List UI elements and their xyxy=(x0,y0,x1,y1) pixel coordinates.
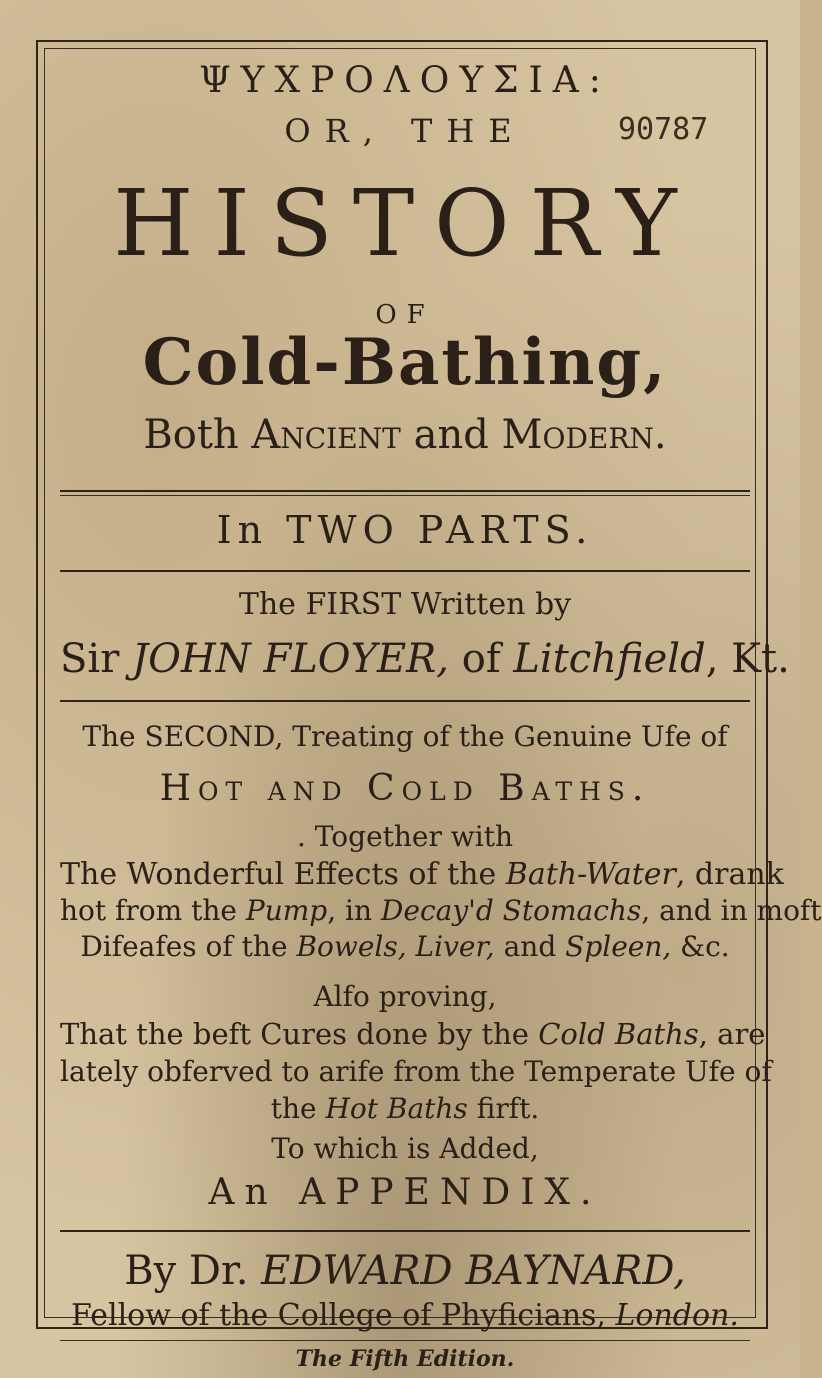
divider-rule xyxy=(60,1230,750,1232)
by-author-line: By Dr. EDWARD BAYNARD, xyxy=(124,1248,686,1294)
fellow-line: Fellow of the College of Phyficians, London. xyxy=(71,1298,739,1333)
both-ancient-modern: Both Ancient and Modern. xyxy=(143,412,667,458)
hot-from-pump-line: hot from the Pump, in Decay'd Stomachs, and in moft xyxy=(60,894,822,927)
divider-rule xyxy=(60,570,750,572)
divider-rule xyxy=(60,490,750,492)
wonderful-effects-line: The Wonderful Effects of the Bath-Water, drank xyxy=(60,857,784,892)
imprint-block xyxy=(60,1346,750,1376)
hot-cold-baths: Hot and Cold Baths. xyxy=(159,768,651,809)
in-two-parts: In TWO PARTS. xyxy=(216,508,594,552)
author-line: Sir JOHN FLOYER, of Litchfield, Kt. xyxy=(60,636,790,682)
divider-rule xyxy=(60,1340,750,1341)
first-part-line: The FIRST Written by xyxy=(238,587,572,622)
divider-rule xyxy=(60,700,750,702)
title-of: OF xyxy=(375,300,435,330)
lately-observed-line: lately obferved to arife from the Temperate Ufe of xyxy=(60,1055,772,1088)
hot-baths-first-line: the Hot Baths firft. xyxy=(270,1092,540,1125)
best-cures-line: That the beft Cures done by the Cold Baths, are xyxy=(60,1017,766,1051)
subtitle-or-the: OR, THE xyxy=(284,112,526,150)
catalog-number: 90787 xyxy=(618,112,709,147)
to-which-is-added: To which is Added, xyxy=(271,1132,539,1165)
subject-title: Cold-Bathing, xyxy=(142,325,668,400)
greek-title: ΨΥΧΡΟΛΟΥΣΙΑ: xyxy=(199,60,611,101)
together-with: . Together with xyxy=(296,820,513,853)
appendix-heading: An APPENDIX. xyxy=(208,1172,602,1213)
edition-line: The Fifth Edition. xyxy=(295,1346,515,1372)
main-title: HISTORY xyxy=(113,170,697,277)
diseases-line: Difeafes of the Bowels, Liver, and Spleen, &c. xyxy=(80,930,730,963)
also-proving: Alfo proving, xyxy=(313,980,497,1013)
second-part-line: The SECOND, Treating of the Genuine Ufe of xyxy=(82,720,728,753)
divider-rule xyxy=(60,495,750,496)
